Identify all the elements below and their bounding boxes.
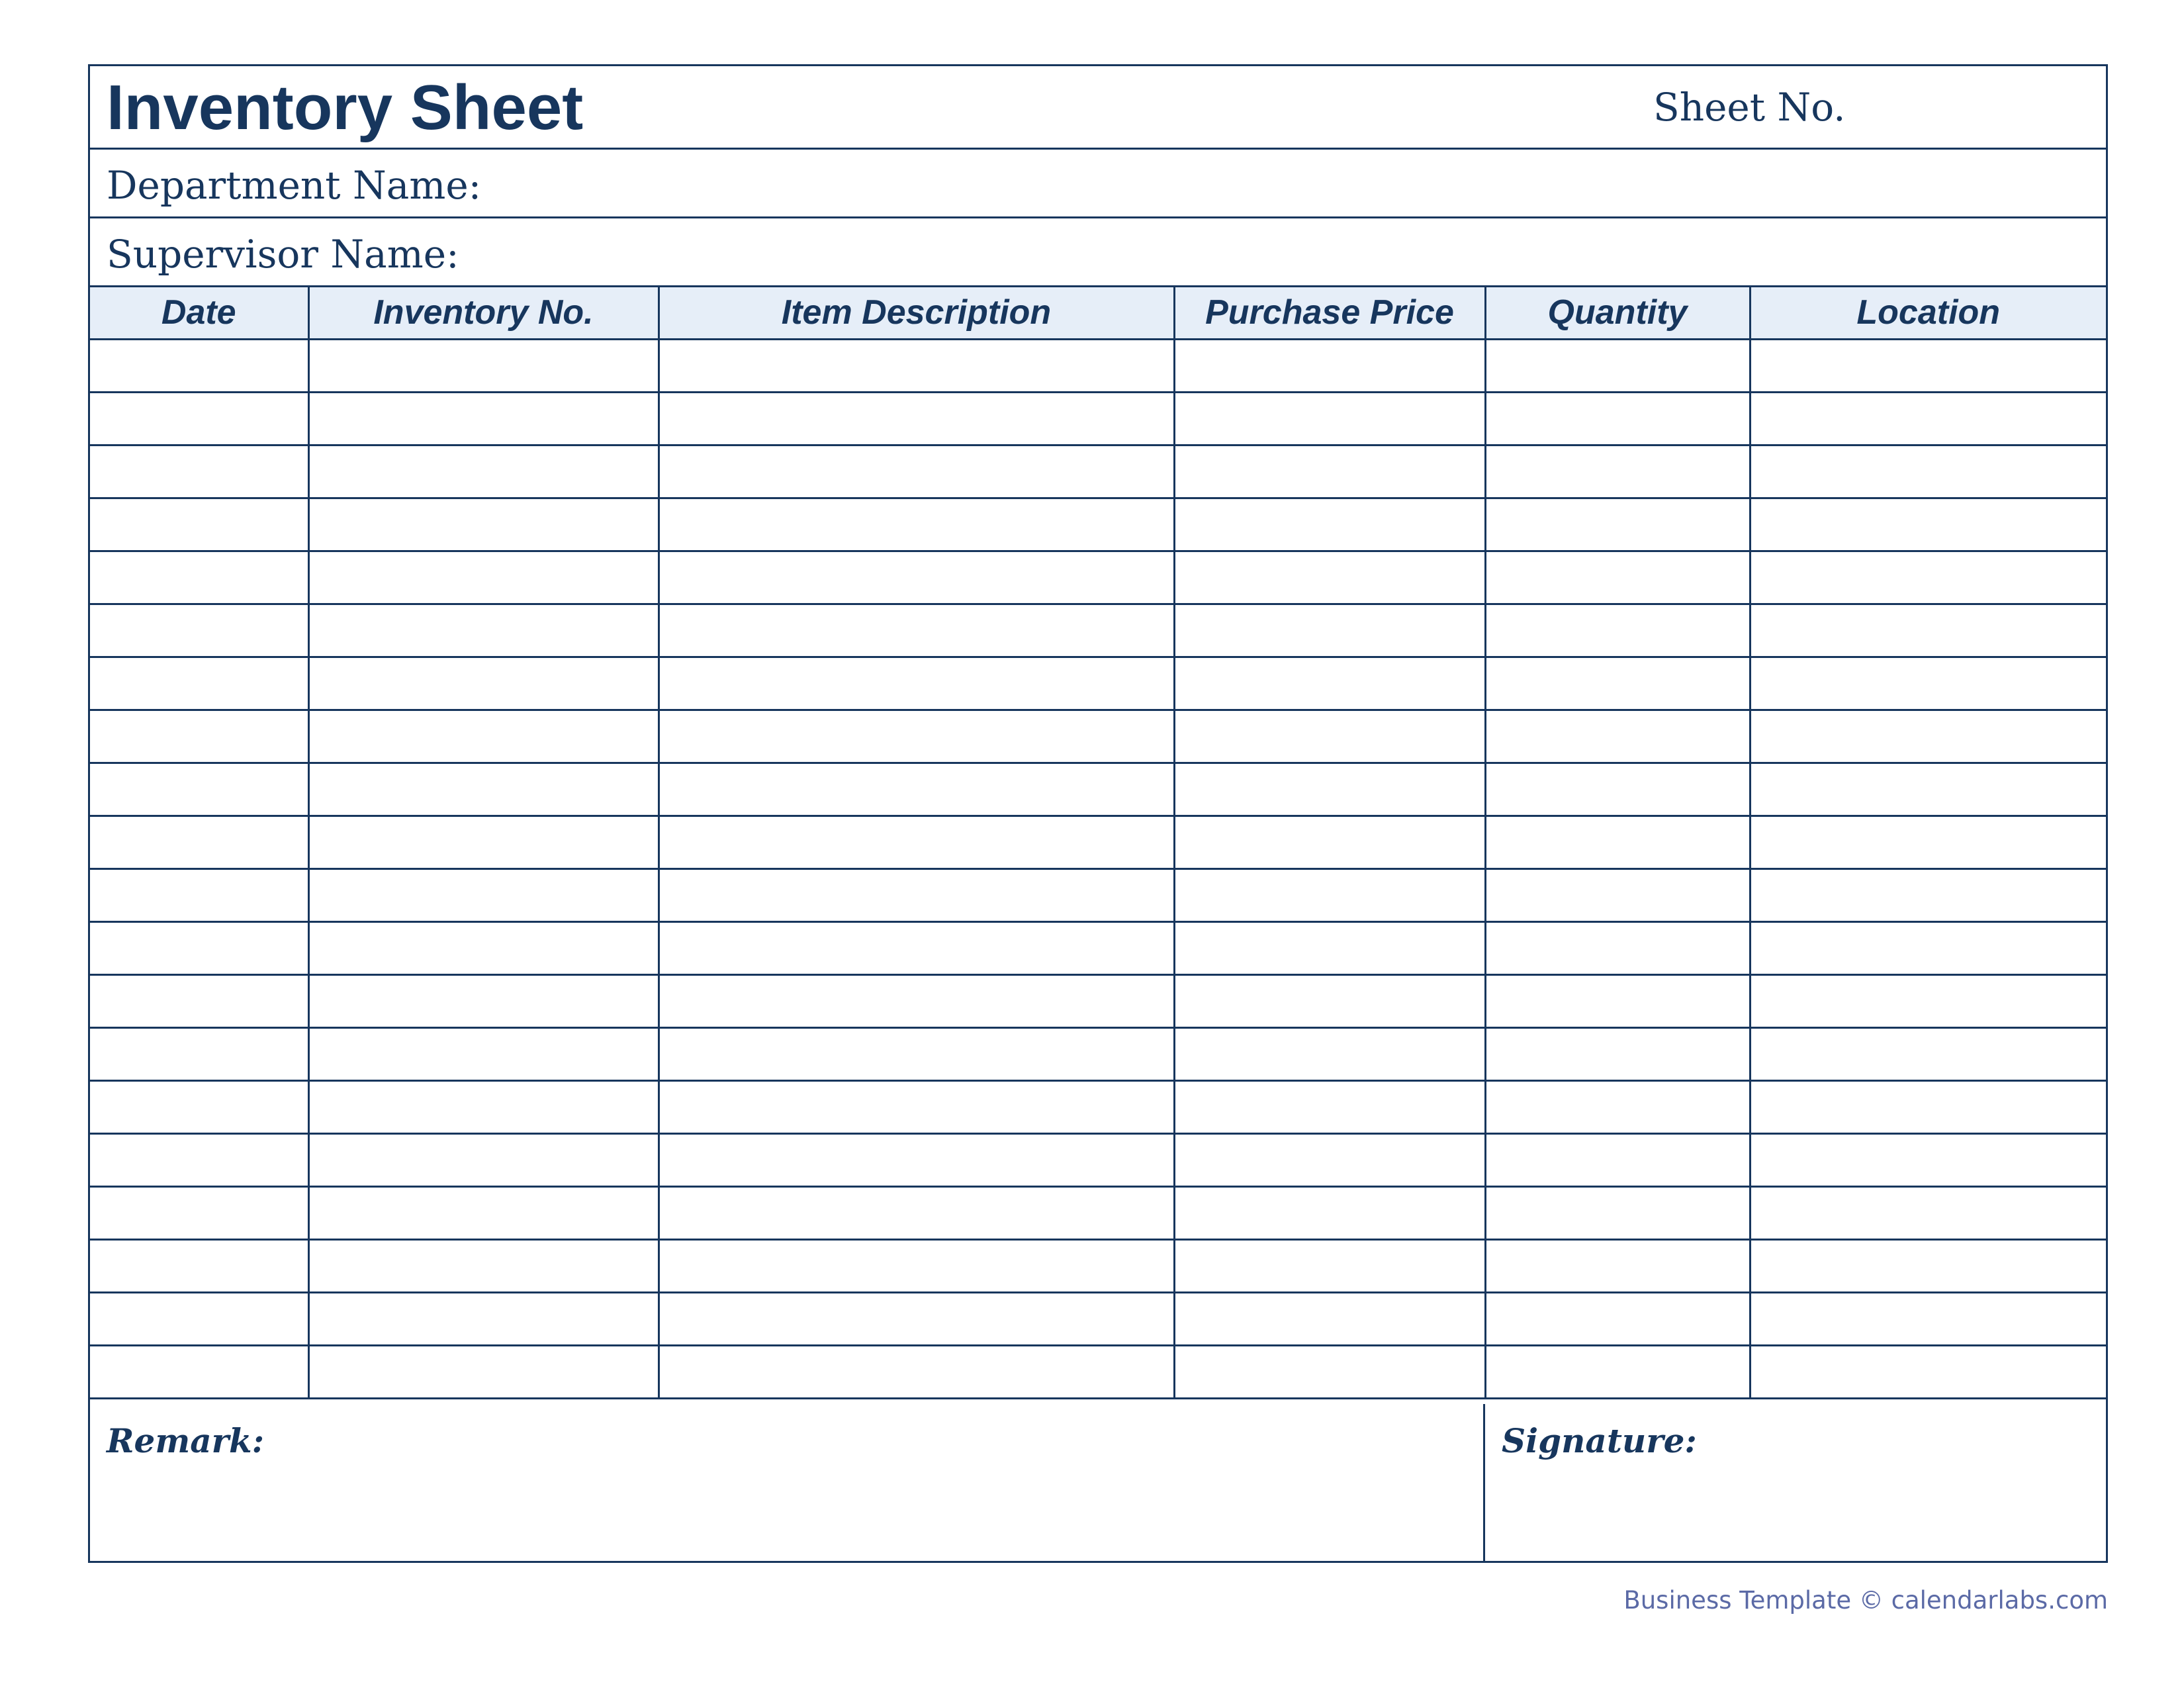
table-cell[interactable] [659,604,1174,657]
table-cell[interactable] [659,1080,1174,1133]
table-cell[interactable] [1174,1239,1485,1292]
table-cell[interactable] [308,816,659,868]
table-cell[interactable] [1750,392,2106,445]
table-cell[interactable] [308,1345,659,1398]
table-cell[interactable] [308,1186,659,1239]
table-cell[interactable] [659,1292,1174,1345]
table-row [90,551,2106,604]
table-cell[interactable] [90,657,308,710]
table-cell[interactable] [1174,1027,1485,1080]
table-cell[interactable] [1485,868,1750,921]
table-row [90,392,2106,445]
table-cell[interactable] [90,1080,308,1133]
table-cell[interactable] [1485,657,1750,710]
table-cell[interactable] [659,1133,1174,1186]
table-row [90,657,2106,710]
table-row [90,763,2106,816]
table-cell[interactable] [659,1027,1174,1080]
remark-box[interactable] [90,1404,1485,1561]
table-cell[interactable] [1174,974,1485,1027]
table-cell[interactable] [1485,1186,1750,1239]
table-cell[interactable] [1174,1133,1485,1186]
table-cell[interactable] [90,974,308,1027]
table-cell[interactable] [659,868,1174,921]
table-cell[interactable] [308,710,659,763]
column-header-item-description: Item Description [659,287,1174,339]
table-cell[interactable] [1750,1027,2106,1080]
table-cell[interactable] [308,1239,659,1292]
table-row [90,816,2106,868]
page-title: Inventory Sheet [107,72,584,143]
table-cell[interactable] [308,445,659,498]
signature-box[interactable] [1485,1404,2106,1561]
table-cell[interactable] [1750,1239,2106,1292]
department-name-label: Department Name: [107,163,482,208]
table-cell[interactable] [1485,1345,1750,1398]
table-cell[interactable] [659,392,1174,445]
supervisor-name-row[interactable] [90,218,2106,287]
table-cell[interactable] [1174,551,1485,604]
table-cell[interactable] [1750,498,2106,551]
table-cell[interactable] [1174,816,1485,868]
table-cell[interactable] [1750,1080,2106,1133]
table-cell[interactable] [1750,763,2106,816]
table-cell[interactable] [659,339,1174,392]
table-row [90,1080,2106,1133]
table-cell[interactable] [659,1345,1174,1398]
table-cell[interactable] [659,710,1174,763]
table-cell[interactable] [1485,604,1750,657]
table-cell[interactable] [1750,551,2106,604]
table-row [90,1133,2106,1186]
table-cell[interactable] [90,1292,308,1345]
supervisor-name-label: Supervisor Name: [107,232,459,277]
table-cell[interactable] [90,816,308,868]
table-cell[interactable] [1485,339,1750,392]
signature-label: Signature: [1502,1421,1697,1460]
table-cell[interactable] [90,604,308,657]
column-header-date: Date [90,287,308,339]
table-cell[interactable] [1485,1133,1750,1186]
column-header-purchase-price: Purchase Price [1174,287,1485,339]
department-name-row[interactable] [90,150,2106,218]
table-cell[interactable] [308,604,659,657]
table-cell[interactable] [90,498,308,551]
table-cell[interactable] [1485,445,1750,498]
table-cell[interactable] [1174,710,1485,763]
footer-credit: Business Template © calendarlabs.com [1623,1586,2108,1615]
table-cell[interactable] [90,868,308,921]
table-cell[interactable] [1750,445,2106,498]
table-cell[interactable] [90,921,308,974]
table-cell[interactable] [90,1027,308,1080]
table-cell[interactable] [1750,1292,2106,1345]
table-row [90,868,2106,921]
table-cell[interactable] [1485,1027,1750,1080]
table-cell[interactable] [659,974,1174,1027]
table-cell[interactable] [1174,763,1485,816]
table-cell[interactable] [1174,1186,1485,1239]
table-row [90,1292,2106,1345]
table-cell[interactable] [659,921,1174,974]
table-cell[interactable] [90,1239,308,1292]
table-cell[interactable] [1174,445,1485,498]
table-cell[interactable] [308,1080,659,1133]
table-cell[interactable] [308,1292,659,1345]
column-header-inventory-no: Inventory No. [308,287,659,339]
table-cell[interactable] [90,392,308,445]
table-cell[interactable] [1485,816,1750,868]
table-cell[interactable] [659,816,1174,868]
table-row [90,1239,2106,1292]
table-cell[interactable] [308,1027,659,1080]
column-header-location: Location [1750,287,2106,339]
table-row [90,921,2106,974]
sheet-no-label: Sheet No. [1653,85,1846,130]
table-cell[interactable] [1174,1080,1485,1133]
table-cell[interactable] [1750,816,2106,868]
table-cell[interactable] [1174,868,1485,921]
table-cell[interactable] [1750,974,2106,1027]
table-row [90,1027,2106,1080]
table-cell[interactable] [1485,551,1750,604]
table-cell[interactable] [1750,868,2106,921]
table-cell[interactable] [1750,604,2106,657]
table-cell[interactable] [1750,657,2106,710]
table-cell[interactable] [1485,710,1750,763]
table-cell[interactable] [90,445,308,498]
table-row [90,445,2106,498]
table-cell[interactable] [1485,1080,1750,1133]
table-cell[interactable] [659,551,1174,604]
inventory-table [90,287,2106,1399]
table-cell[interactable] [1750,1345,2106,1398]
table-cell[interactable] [1485,763,1750,816]
table-cell[interactable] [1174,339,1485,392]
table-cell[interactable] [1485,498,1750,551]
table-cell[interactable] [1174,1292,1485,1345]
table-cell[interactable] [1485,392,1750,445]
table-row [90,974,2106,1027]
table-cell[interactable] [659,498,1174,551]
title-row [90,66,2106,150]
table-cell[interactable] [659,657,1174,710]
table-cell[interactable] [1750,1133,2106,1186]
table-cell[interactable] [90,710,308,763]
table-cell[interactable] [1174,1345,1485,1398]
table-cell[interactable] [659,1239,1174,1292]
table-row [90,339,2106,392]
table-cell[interactable] [308,868,659,921]
bottom-section [90,1404,2106,1561]
table-row [90,1345,2106,1398]
table-cell[interactable] [1750,710,2106,763]
table-cell[interactable] [1174,604,1485,657]
table-cell[interactable] [90,339,308,392]
table-cell[interactable] [90,1345,308,1398]
table-cell[interactable] [308,1133,659,1186]
inventory-sheet-form [88,64,2108,1563]
table-cell[interactable] [90,1186,308,1239]
remark-label: Remark: [107,1421,265,1460]
column-header-quantity: Quantity [1485,287,1750,339]
table-cell[interactable] [308,657,659,710]
table-cell[interactable] [308,763,659,816]
table-row [90,498,2106,551]
table-cell[interactable] [90,763,308,816]
table-cell[interactable] [1750,1186,2106,1239]
table-cell[interactable] [1174,392,1485,445]
table-cell[interactable] [308,339,659,392]
table-cell[interactable] [1750,921,2106,974]
table-cell[interactable] [1485,1239,1750,1292]
table-body [90,339,2106,1398]
table-cell[interactable] [659,1186,1174,1239]
table-cell[interactable] [1174,921,1485,974]
table-cell[interactable] [1485,974,1750,1027]
table-row [90,710,2106,763]
table-header-row [90,287,2106,339]
table-cell[interactable] [90,1133,308,1186]
table-cell[interactable] [659,763,1174,816]
table-row [90,1186,2106,1239]
table-cell[interactable] [308,551,659,604]
table-cell[interactable] [1750,339,2106,392]
table-cell[interactable] [659,445,1174,498]
table-cell[interactable] [1174,498,1485,551]
table-cell[interactable] [308,392,659,445]
table-cell[interactable] [1485,1292,1750,1345]
table-cell[interactable] [1485,921,1750,974]
table-cell[interactable] [308,498,659,551]
table-cell[interactable] [308,974,659,1027]
table-cell[interactable] [1174,657,1485,710]
table-row [90,604,2106,657]
table-cell[interactable] [90,551,308,604]
table-cell[interactable] [308,921,659,974]
